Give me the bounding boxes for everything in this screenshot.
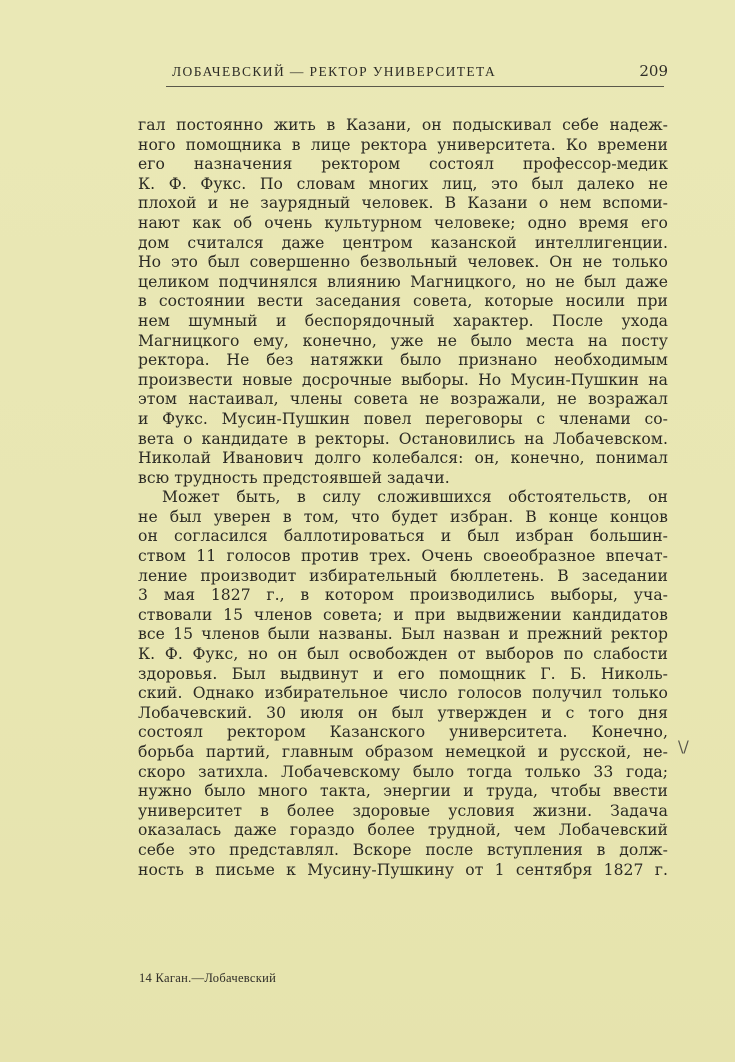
text-line: здоровья. Был выдвинут и его помощник Г. Б. Николь- [138, 664, 668, 683]
text-line: его назначения ректором состоял профессор-медик [138, 155, 668, 174]
text-line: в состоянии вести заседания совета, которые носили при [138, 292, 668, 311]
text-line: произвести новые досрочные выборы. Но Мусин-Пушкин на [138, 370, 668, 389]
text-line: Может быть, в силу сложившихся обстоятельств, он [162, 488, 668, 507]
text-line: он согласился баллотироваться и был избран большин- [138, 527, 668, 546]
header-rule [166, 86, 664, 87]
text-line: и Фукс. Мусин-Пушкин повел переговоры с членами со- [138, 409, 668, 428]
text-line: гал постоянно жить в Казани, он подыскивал себе надеж- [138, 116, 668, 134]
text-line: К. Ф. Фукс, но он был освобожден от выборов по слабости [138, 645, 668, 664]
text-line: ский. Однако избирательное число голосов получил только [138, 684, 668, 703]
text-line: К. Ф. Фукс. По словам многих лиц, это был далеко не [138, 174, 668, 193]
text-line: нем шумный и беспорядочный характер. После ухода [138, 311, 668, 330]
text-line: университет в более здоровые условия жизни. Задача [138, 801, 668, 820]
text-line: 3 мая 1827 г., в котором производились выборы, уча- [138, 586, 668, 605]
text-line: ректора. Не без натяжки было признано необходимым [138, 351, 668, 370]
text-line: не был уверен в том, что будет избран. В конце концов [138, 507, 668, 526]
text-line: ность в письме к Мусину-Пушкину от 1 сентября 1827 г. [138, 860, 668, 879]
printer-signature: 14 Каган.—Лобачевский [139, 971, 277, 985]
text-line: Николай Иванович долго колебался: он, конечно, понимал [138, 449, 668, 468]
text-line: борьба партий, главным образом немецкой и русской, не- [138, 743, 668, 761]
running-header [138, 62, 668, 84]
text-line: все 15 членов были названы. Был назван и прежний ректор [138, 625, 668, 644]
text-line: целиком подчинялся влиянию Магницкого, но не был даже [138, 272, 668, 291]
text-line: состоял ректором Казанского университета. Конечно, [138, 723, 668, 742]
margin-pencil-mark: \/ [678, 737, 689, 756]
text-line: Но это был совершенно безвольный человек. Он не только [138, 253, 668, 272]
running-title: ЛОБАЧЕВСКИЙ — РЕКТОР УНИВЕРСИТЕТА [172, 64, 497, 79]
text-line: себе это представлял. Вскоре после вступления в долж- [138, 840, 668, 859]
text-line: Лобачевский. 30 июля он был утвержден и с того дня [138, 703, 668, 722]
text-line: ного помощника в лице ректора университета. Ко времени [138, 135, 668, 154]
text-line: дом считался даже центром казанской интеллигенции. [138, 233, 668, 252]
text-line: плохой и не заурядный человек. В Казани о нем вспоми- [138, 194, 668, 213]
text-line: нужно было много такта, энергии и труда, чтобы ввести [138, 782, 668, 801]
text-line: ление производит избирательный бюллетень. В заседании [138, 566, 668, 585]
text-line: скоро затихла. Лобачевскому было тогда только 33 года; [138, 762, 668, 781]
text-line: вета о кандидате в ректоры. Остановились на Лобачевском. [138, 429, 668, 448]
text-line: всю трудность предстоявшей задачи. [138, 468, 450, 487]
text-line: ством 11 голосов против трех. Очень своеобразное впечат- [138, 547, 668, 566]
text-line: Магницкого ему, конечно, уже не было места на посту [138, 331, 668, 350]
text-line: этом настаивал, члены совета не возражали, не возражал [138, 390, 668, 409]
text-line: нают как об очень культурном человеке; одно время его [138, 213, 668, 232]
text-line: оказалась даже гораздо более трудной, чем Лобачевский [138, 821, 668, 840]
text-line: ствовали 15 членов совета; и при выдвижении кандидатов [138, 605, 668, 624]
body-text [138, 116, 668, 880]
page-number: 209 [639, 62, 668, 80]
